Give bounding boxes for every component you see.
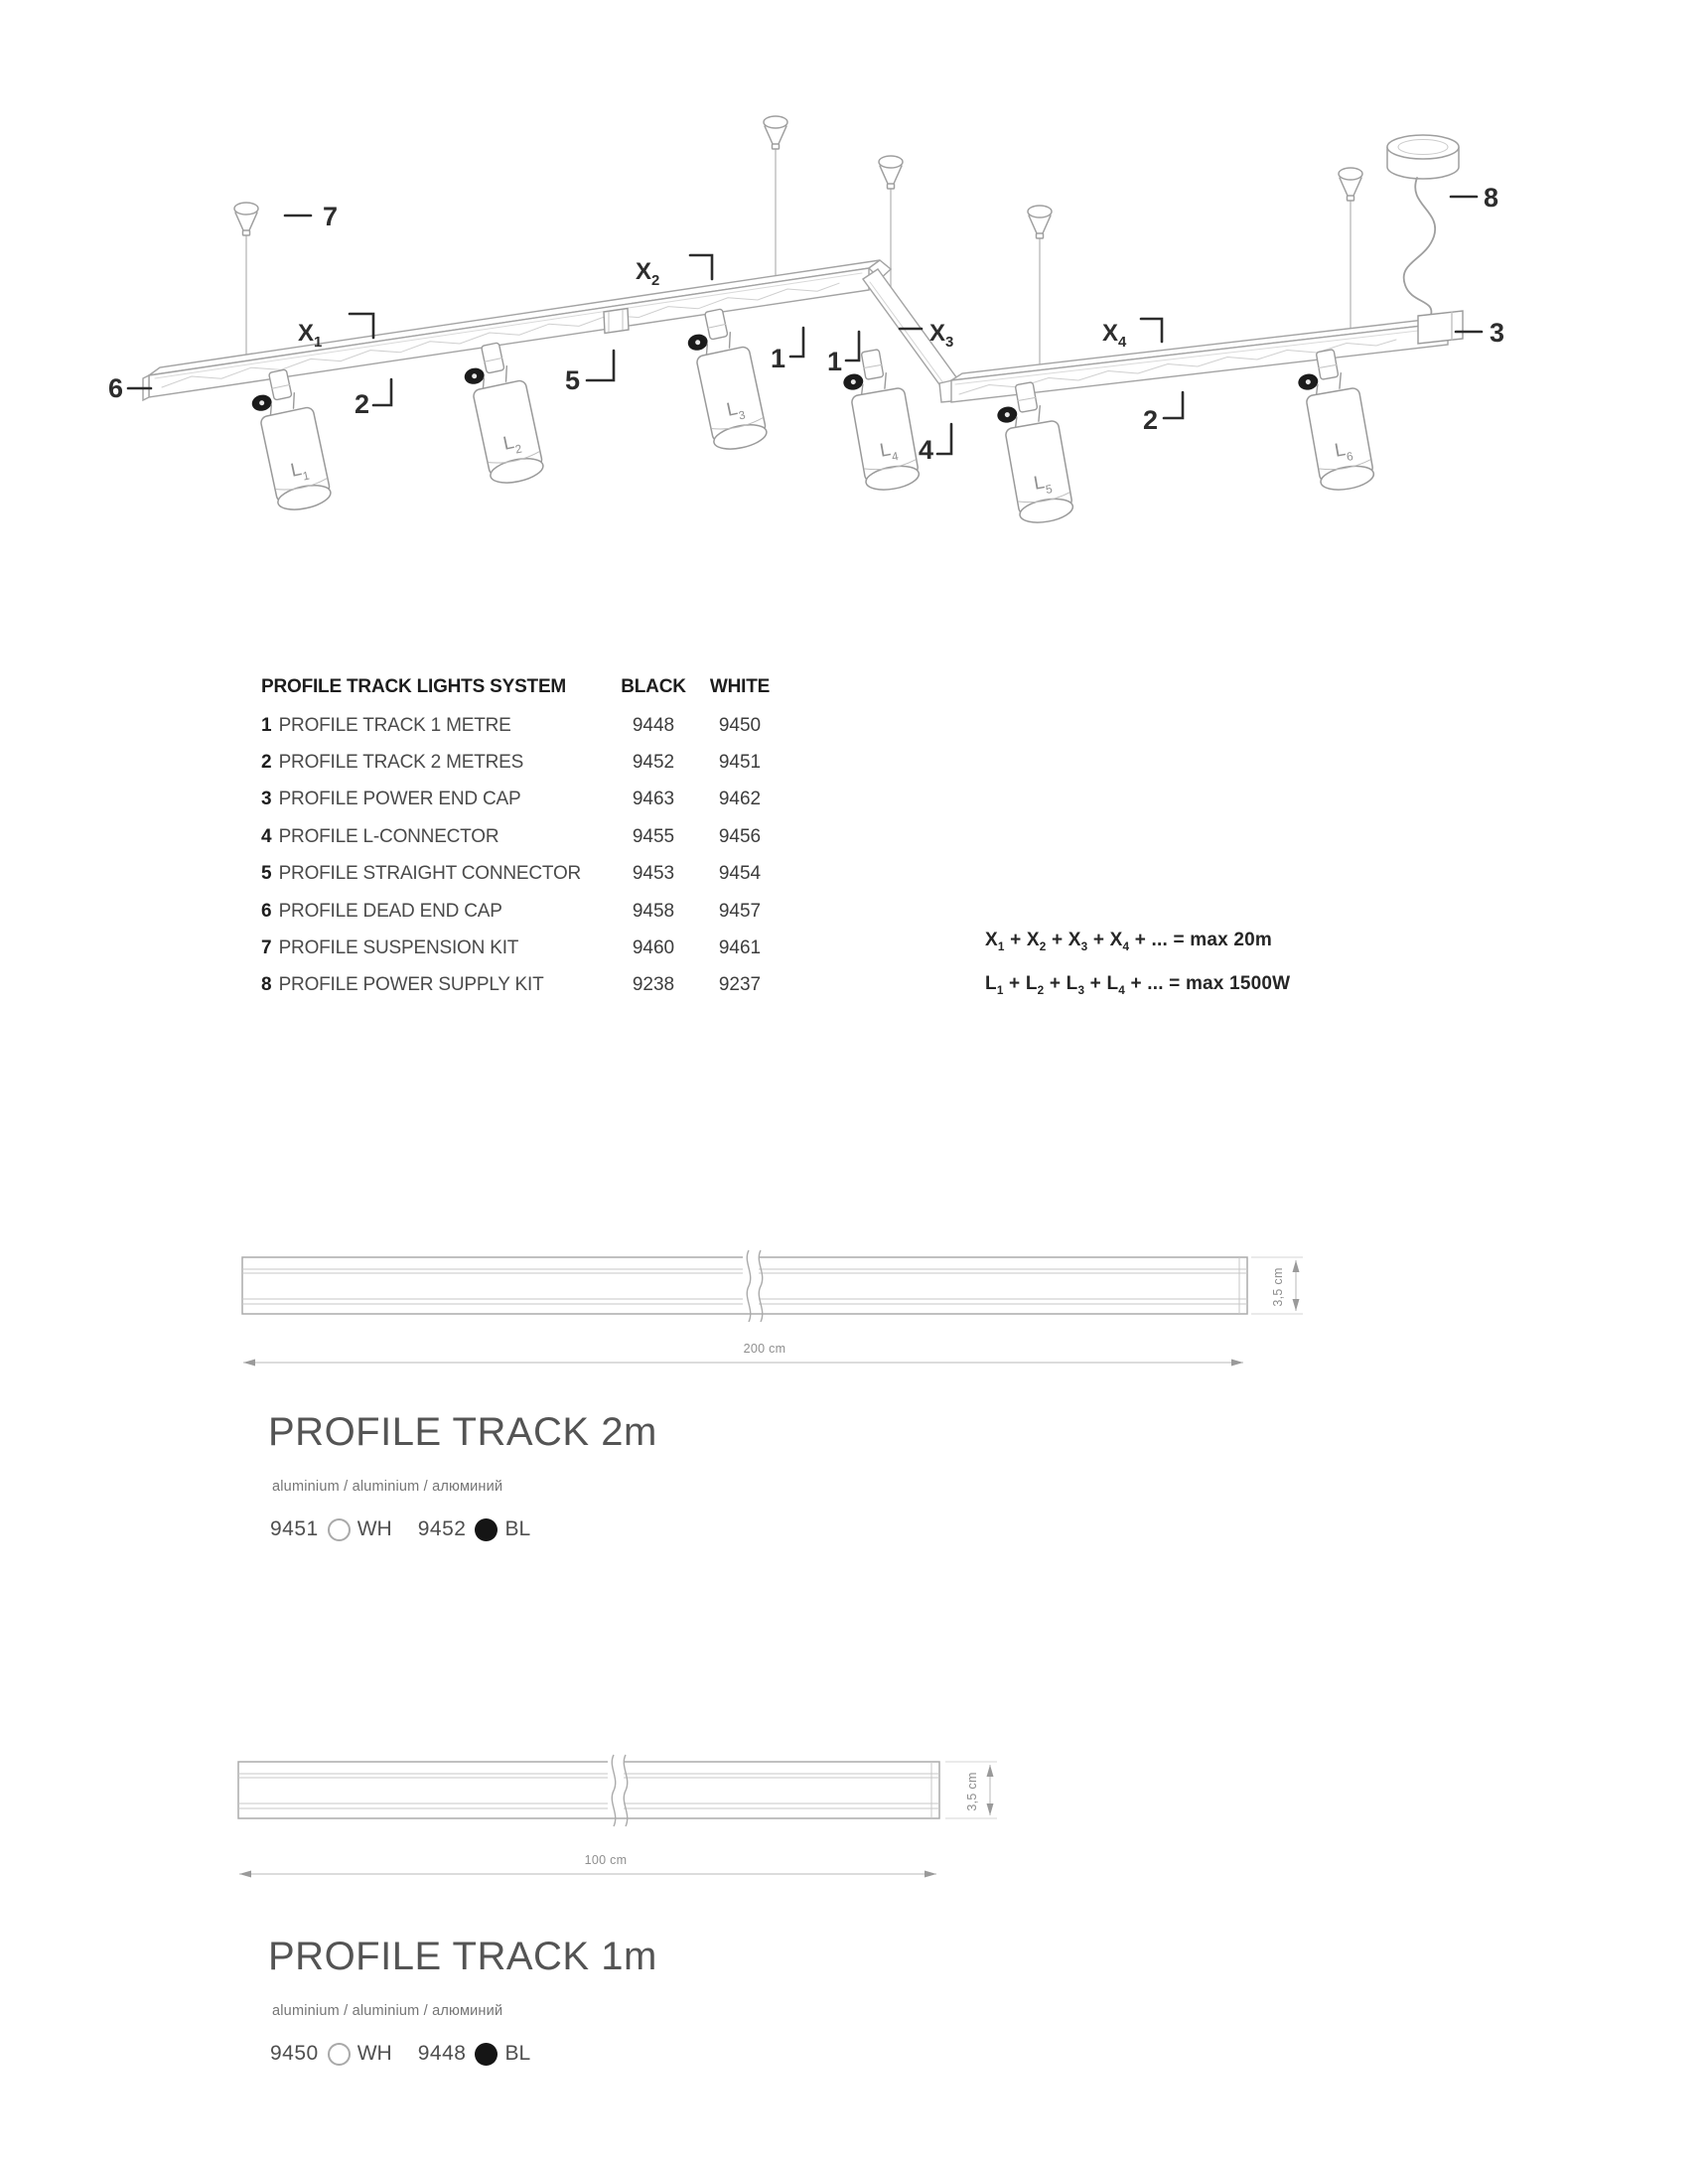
row-number: 4 (261, 825, 272, 847)
part-name: PROFILE POWER END CAP (278, 789, 521, 810)
break-gap (743, 1255, 759, 1311)
suspension-kit-cone-icon (764, 116, 787, 149)
code-black: 9452 (632, 752, 675, 774)
row-number: 2 (261, 752, 272, 774)
table-row (261, 707, 783, 744)
color-swatch-white-icon (328, 2043, 351, 2066)
lamp-label: $L_1$ (288, 459, 311, 484)
callout-6: 6 (107, 373, 123, 403)
code-black: 9458 (632, 900, 675, 922)
length-dimension (243, 1342, 1243, 1367)
part-name: PROFILE STRAIGHT CONNECTOR (278, 863, 582, 885)
table-row (261, 893, 783, 930)
callout-2b: 2 (1142, 405, 1158, 435)
row-number: 3 (261, 789, 272, 810)
code-white: 9456 (718, 825, 762, 847)
profile-track-1m-drawing (238, 1755, 997, 1878)
height-dimension (945, 1762, 997, 1818)
finish-label: WH (356, 1517, 392, 1540)
section-title-2m: PROFILE TRACK 2m (268, 1410, 657, 1454)
product-code: 9452 (417, 1517, 467, 1540)
color-swatch-white-icon (328, 1518, 351, 1541)
limit-formulas (985, 922, 1290, 1009)
suspension-kit-cone-icon (234, 203, 258, 235)
break-gap (608, 1760, 624, 1815)
finish-label: BL (504, 1517, 531, 1540)
callout-5: 5 (564, 365, 580, 395)
callout-7: 7 (323, 202, 339, 231)
table-row (261, 818, 783, 855)
dim-x3: $X_3$ (929, 320, 954, 351)
code-white: 9451 (718, 752, 762, 774)
table-row (261, 967, 783, 1004)
height-dim-label: 3,5 cm (1271, 1267, 1285, 1307)
length-dim-label: 100 cm (584, 1853, 628, 1867)
part-name: PROFILE DEAD END CAP (278, 900, 502, 922)
section-title-1m: PROFILE TRACK 1m (268, 1935, 657, 1978)
length-dimension (239, 1853, 936, 1878)
section-codes-1m (270, 2042, 530, 2066)
section-materials-1m: aluminium / aluminium / алюминий (272, 2003, 503, 2019)
code-black: 9460 (632, 937, 675, 959)
parts-table (261, 667, 783, 1004)
part-name: PROFILE TRACK 2 METRES (278, 752, 524, 774)
section-codes-2m (270, 1517, 530, 1541)
product-code: 9450 (270, 2042, 319, 2065)
diagram-callouts (128, 197, 1482, 454)
callout-8: 8 (1484, 183, 1499, 213)
product-code: 9448 (417, 2042, 467, 2065)
system-diagram (108, 116, 1504, 527)
spotlight-l4 (839, 347, 922, 495)
code-white: 9461 (718, 937, 762, 959)
straight-connector (604, 309, 629, 334)
power-supply-kit (1387, 135, 1459, 315)
max-length-formula: $X_1 + X_2 + X_3 + X_4$ + ... = max 20m (985, 930, 1272, 953)
code-white: 9462 (718, 789, 762, 810)
code-black: 9455 (632, 825, 675, 847)
dim-x4: $X_4$ (1102, 320, 1127, 351)
power-end-cap (1418, 311, 1463, 344)
row-number: 8 (261, 974, 272, 996)
dim-x1: $X_1$ (298, 320, 323, 351)
length-dim-label: 200 cm (743, 1342, 786, 1356)
code-black: 9448 (632, 714, 675, 736)
track-a (143, 260, 880, 400)
suspension-kit-cone-icon (1339, 168, 1362, 201)
table-row (261, 744, 783, 781)
callout-2a: 2 (354, 389, 369, 419)
product-code: 9451 (270, 1517, 319, 1540)
max-power-formula: $L_1 + L_2 + L_3 + L_4$ + ... = max 1500W (985, 972, 1291, 997)
spotlight-l3 (682, 305, 769, 454)
lamp-label: $L_6$ (1333, 439, 1354, 464)
parts-table-title: PROFILE TRACK LIGHTS SYSTEM (261, 676, 567, 697)
callout-4: 4 (918, 435, 933, 465)
parts-table-header (261, 667, 783, 707)
lamp-label: $L_4$ (878, 439, 900, 464)
color-swatch-black-icon (475, 2043, 498, 2066)
part-name: PROFILE TRACK 1 METRE (278, 714, 511, 736)
spotlight-l2 (459, 339, 545, 488)
table-row (261, 856, 783, 893)
table-row (261, 930, 783, 966)
finish-label: WH (356, 2042, 392, 2065)
part-name: PROFILE L-CONNECTOR (278, 825, 499, 847)
part-name: PROFILE SUSPENSION KIT (278, 937, 519, 959)
code-white: 9237 (718, 974, 762, 996)
code-black: 9238 (632, 974, 675, 996)
section-materials-2m: aluminium / aluminium / алюминий (272, 1479, 503, 1495)
spotlight-l5 (993, 379, 1075, 527)
row-number: 1 (261, 714, 272, 736)
l-connector (863, 260, 962, 402)
suspension-kit-cone-icon (879, 156, 903, 189)
column-header-white: WHITE (709, 676, 771, 697)
callout-1b: 1 (826, 347, 842, 376)
finish-label: BL (504, 2042, 531, 2065)
code-black: 9453 (632, 863, 675, 885)
height-dim-label: 3,5 cm (965, 1772, 979, 1811)
lamp-label: $L_5$ (1032, 472, 1054, 497)
lamp-label: $L_2$ (500, 432, 523, 457)
dim-x2: $X_2$ (636, 258, 660, 289)
power-cord (1404, 178, 1436, 315)
column-header-black: BLACK (621, 676, 686, 697)
callout-1a: 1 (770, 344, 785, 373)
row-number: 6 (261, 900, 272, 922)
height-dimension (1251, 1257, 1303, 1314)
code-white: 9450 (718, 714, 762, 736)
spotlight-l1 (246, 365, 333, 514)
callout-3: 3 (1490, 318, 1505, 348)
row-number: 5 (261, 863, 272, 885)
track-a-front-face (149, 268, 869, 397)
code-black: 9463 (632, 789, 675, 810)
spotlight-l6 (1294, 347, 1376, 495)
code-white: 9457 (718, 900, 762, 922)
suspension-kit-cone-icon (1028, 206, 1052, 238)
profile-track-2m-drawing (242, 1250, 1303, 1367)
table-row (261, 782, 783, 818)
code-white: 9454 (718, 863, 762, 885)
lamp-label: $L_3$ (724, 398, 747, 423)
color-swatch-black-icon (475, 1518, 498, 1541)
row-number: 7 (261, 937, 272, 959)
part-name: PROFILE POWER SUPPLY KIT (278, 974, 544, 996)
